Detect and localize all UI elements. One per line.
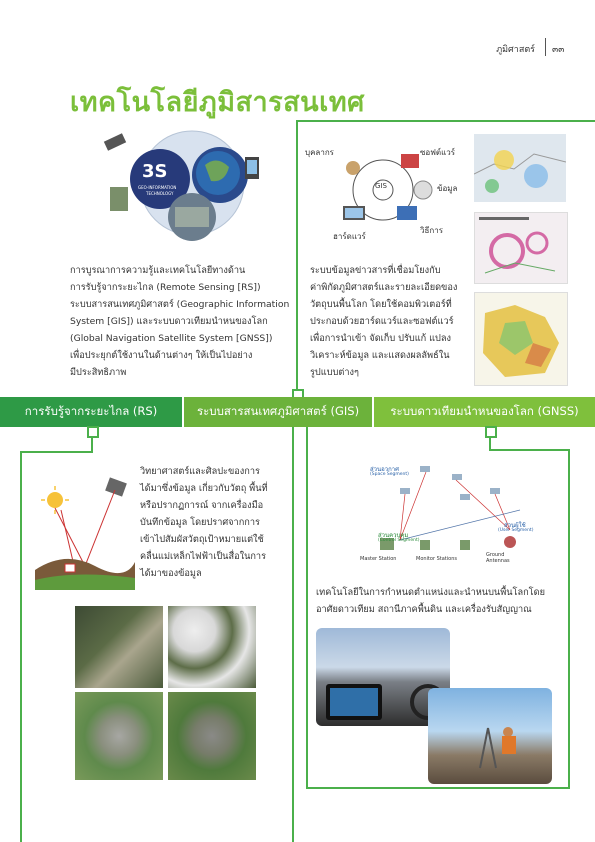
satellite-image-2 [168,606,256,688]
rs-line: หรือปรากฏการณ์ จากเครื่องมือ [140,500,264,511]
tab-rs: การรับรู้จากระยะไกล (RS) [0,397,182,427]
3s-globe-icon [100,117,270,247]
3s-illustration [100,117,270,247]
gnss-frame-drop [489,436,491,450]
intro-line: System [GIS]) และระบบดาวเทียมนำหนของโลก [70,316,268,327]
gnss-segments-diagram [360,460,550,572]
header-subject: ภูมิศาสตร์ [496,45,535,55]
gis-line: เพื่อการนำเข้า จัดเก็บ ปรับแก้ แปลง [310,333,451,344]
gnss-frame-top [489,449,569,451]
gnss-paragraph [316,584,566,618]
gis-line: วิเคราะห์ข้อมูล และแสดงผลลัพธ์ใน [310,350,450,361]
gnss-master-label: Master Station [360,556,397,562]
intro-paragraph [70,262,300,381]
gnss-frame-bottom [306,787,570,789]
gnss-line: เทคโนโลยีในการกำหนดตำแหน่งและนำหนบนพื้นโลกโดย [316,587,545,598]
gnss-frame-right [568,449,570,788]
gnss-control-label: ส่วนควบคุม [378,532,409,539]
page-number: ๓๓ [552,45,565,55]
gis-map-image-1 [474,134,566,202]
intro-line: (Global Navigation Satellite System [GNSS]) [70,333,273,344]
gnss-frame-left [306,427,308,789]
gnss-control-en-label: (Control Segment) [378,538,420,543]
rs-paragraph [140,463,290,582]
intro-line: ระบบสารสนเทศภูมิศาสตร์ (Geographic Information [70,299,290,310]
gnss-space-en-label: (Space Segment) [370,472,409,477]
gis-software-label: ซอฟต์แวร์ [420,148,456,157]
satellite-image-4 [168,692,256,780]
gis-people-label: บุคลากร [305,148,334,157]
gis-line: ประกอบด้วยฮาร์ดแวร์และซอฟต์แวร์ [310,316,454,327]
intro-line: การบูรณาการความรู้และเทคโนโลยีทางด้าน [70,265,246,276]
rs-frame-left [20,451,22,842]
intro-line: เพื่อประยุกต์ใช้งานในด้านต่างๆ ให้เป็นไปอย่าง [70,350,253,361]
gnss-ground-label: Ground Antennas [486,552,510,564]
rs-line: ได้มาซึ่งข้อมูล เกี่ยวกับวัตถุ พื้นที่ [140,483,268,494]
gis-data-label: ข้อมูล [437,184,458,193]
3s-line2: TECHNOLOGY [146,191,174,196]
gnss-user-label: ส่วนผู้ใช้ [504,522,526,529]
gis-line: ระบบข้อมูลข่าวสารที่เชื่อมโยงกับ [310,265,441,276]
header-divider [545,38,546,56]
intro-line: การรับรู้จากระยะไกล (Remote Sensing [RS]) [70,282,261,293]
rs-illustration [35,470,135,590]
gnss-connector-knob [485,426,497,438]
tab-gnss: ระบบดาวเทียมนำหนของโลก (GNSS) [374,397,595,427]
gis-frame-top [296,120,595,122]
map-icon [475,213,567,283]
rs-line: บันทึกข้อมูล โดยปราศจากการ [140,517,260,528]
gis-hardware-label: ฮาร์ดแวร์ [333,232,366,241]
rs-line: ได้มาของข้อมูล [140,568,202,579]
gis-line: รูปแบบต่างๆ [310,367,359,378]
map-icon [474,134,566,202]
surveyor-icon [428,688,552,784]
gis-components-diagram [305,140,465,240]
gnss-monitor-label: Monitor Stations [416,556,457,562]
3s-big-label: 3S [142,161,168,182]
rs-connector-knob [87,426,99,438]
intro-line: มีประสิทธิภาพ [70,367,127,378]
remote-sensing-icon [35,470,135,590]
gis-line: วัตถุบนพื้นโลก โดยใช้คอมพิวเตอร์ที่ [310,299,452,310]
rs-line: คลื่นแม่เหล็กไฟฟ้าเป็นสื่อในการ [140,551,267,562]
satellite-image-1 [75,606,163,688]
gnss-line: อาศัยดาวเทียม สถานีภาคพื้นดิน และเครื่องรับสัญญาณ [316,604,532,615]
gis-frame-left [296,120,298,397]
3s-line1: GEO-INFORMATION [138,185,177,190]
gis-paragraph [310,262,475,381]
satellite-image-3 [75,692,163,780]
gis-center-label: GIS [375,182,387,190]
gis-map-image-2 [474,212,568,284]
rs-line: เข้าไปสัมผัสวัตถุเป้าหมายแต่ใช้ [140,534,264,545]
map-icon [475,293,567,385]
rs-frame-drop [91,436,93,452]
gis-method-label: วิธีการ [420,226,444,235]
rs-frame-right [292,427,294,842]
gis-line: ค่าพิกัดภูมิศาสตร์และรายละเอียดของ [310,282,458,293]
gis-map-image-3 [474,292,568,386]
gnss-space-label: ส่วนอวกาศ [370,466,399,473]
rs-frame-top [20,451,93,453]
gnss-user-en-label: (User Segment) [498,528,534,533]
page-title: เทคโนโลยีภูมิสารสนเทศ [70,87,365,118]
surveyor-photo [428,688,552,784]
tab-gis: ระบบสารสนเทศภูมิศาสตร์ (GIS) [184,397,372,427]
rs-line: วิทยาศาสตร์และศิลปะของการ [140,466,260,477]
